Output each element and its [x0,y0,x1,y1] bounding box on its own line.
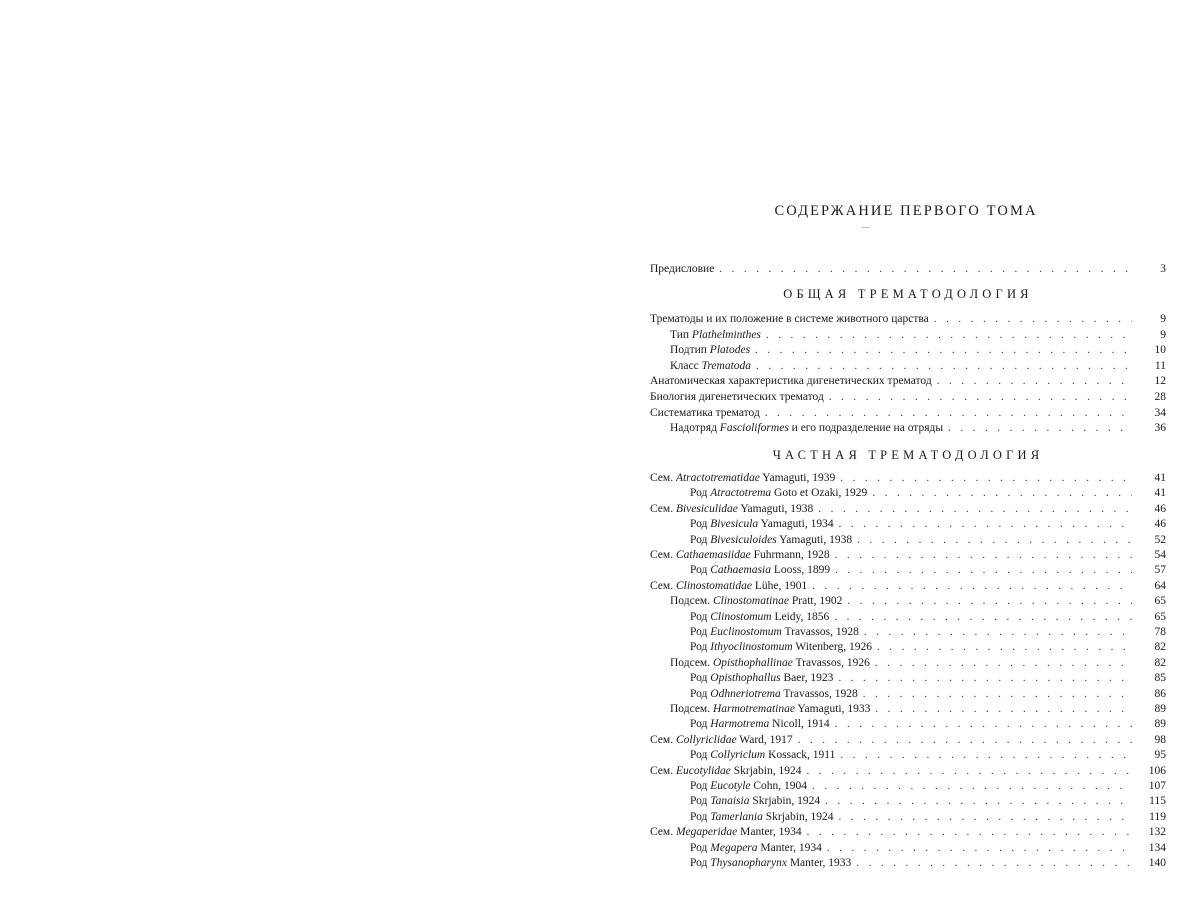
toc-label-suffix: Goto et Ozaki, 1929 [771,487,868,500]
toc-entry [690,794,1132,809]
toc-label-prefix: Класс [670,359,702,372]
toc-label [650,579,812,594]
toc-page-number: 119 [1149,810,1166,823]
dot-leader [840,471,1132,486]
toc-entry [650,374,1132,389]
toc-row [0,717,1166,732]
toc-label [670,421,948,436]
taxon-name: Ithyoclinostomum [710,641,793,654]
toc-page-number: 46 [1154,518,1166,531]
toc-label [690,841,827,856]
dot-leader [934,312,1132,327]
toc-label-prefix: Надотряд [670,422,720,435]
dot-leader [863,687,1132,702]
toc-row [0,312,1166,327]
taxon-name: Bivesiculoides [710,533,777,546]
toc-row [0,794,1166,809]
dot-leader [838,671,1132,686]
dot-leader [847,594,1132,609]
taxon-name: Euclinostomum [710,626,782,638]
toc-label-suffix: Pratt, 1902 [788,595,843,608]
taxon-name: Collyriclum [710,749,766,762]
dot-leader [812,779,1132,794]
toc-label [650,548,835,563]
toc-label [690,517,839,532]
toc-entry [650,502,1132,517]
toc-label-prefix: Род [690,533,711,546]
toc-label-prefix: Подсем. [670,595,713,608]
toc-label-prefix: Подсем. [670,656,713,669]
toc-label-prefix: Род [690,672,711,685]
toc-label-suffix: Travassos, 1926 [792,656,870,669]
toc-label [650,764,807,779]
toc-page-number: 10 [1154,344,1166,357]
toc-page-number: 57 [1154,564,1166,577]
toc-page-number: 140 [1148,857,1166,869]
toc-label-suffix: Manter, 1933 [786,857,852,869]
toc-entry [670,656,1132,671]
toc-label-suffix: Lühe, 1901 [751,579,808,592]
toc-label-suffix: Skrjabin, 1924 [730,764,802,777]
toc-row [0,841,1166,856]
toc-row [0,594,1166,609]
toc-label [670,359,756,374]
dot-leader [765,406,1132,421]
dot-leader [807,764,1133,779]
taxon-name: Tamerlania [710,810,763,823]
toc-row [0,610,1166,625]
toc-row [0,687,1166,702]
toc-label [690,856,856,871]
toc-row [0,779,1166,794]
toc-entry [690,671,1132,686]
toc-entry [690,625,1132,640]
dot-leader [835,563,1132,578]
taxon-name: Opisthophallus [710,672,781,685]
toc-label [690,625,864,640]
toc-row [0,390,1166,405]
toc-entry [690,717,1132,732]
toc-label-suffix: Yamaguti, 1934 [758,518,834,531]
toc-entry [670,421,1132,436]
taxon-name: Bivesiculidae [675,502,738,515]
toc-entry [690,486,1132,501]
taxon-name: Trematoda [701,359,752,372]
dot-leader [807,825,1132,840]
toc-label-prefix: Анатомическая характеристика дигенетических трематод [650,375,932,388]
toc-page-number: 9 [1160,313,1166,325]
dot-leader [755,343,1132,358]
toc-label-prefix: Род [690,518,711,531]
taxon-name: Megaperidae [675,826,738,839]
toc-row [0,502,1166,517]
taxon-name: Eucotyle [710,780,751,792]
toc-label-prefix: Систематика трематод [650,406,760,419]
toc-label [650,733,798,748]
dot-leader [818,502,1132,517]
toc-page-number: 89 [1154,718,1166,731]
toc-label [690,640,877,655]
toc-label-suffix: Nicoll, 1914 [769,718,830,731]
taxon-name: Cathaemasiidae [675,549,751,561]
toc-page-number: 85 [1154,672,1166,685]
toc-label [650,502,818,517]
toc-entry [690,610,1132,625]
dot-leader [839,810,1133,825]
toc-entry [690,841,1132,856]
toc-label-suffix: Leidy, 1856 [771,610,830,623]
toc-page-number: 9 [1160,328,1166,341]
toc-entry [650,312,1132,327]
toc-row [0,421,1166,436]
toc-label-suffix: Yamaguti, 1938 [737,502,814,515]
toc-label-prefix: Род [690,626,711,638]
title-divider [862,227,870,228]
toc-label [690,687,863,702]
toc-row [0,533,1166,548]
dot-leader [756,359,1132,374]
toc-label: Предисловие [650,263,715,275]
toc-label-prefix: Род [690,749,711,762]
toc-row [0,764,1166,779]
toc-entry [670,594,1132,609]
toc-label-suffix: Manter, 1934 [757,841,822,854]
toc-label-prefix: Подтип [670,344,710,357]
toc-page-number: 86 [1154,687,1166,700]
toc-label-suffix: и его подразделение на отряды [788,422,944,435]
toc-label [690,563,835,578]
toc-label-suffix: Baer, 1923 [780,672,834,685]
taxon-name: Megapera [710,841,758,854]
toc-label-suffix: Travassos, 1928 [781,626,859,638]
dot-leader [875,702,1132,717]
toc-page-number: 3 [1160,263,1166,275]
dot-leader [840,748,1132,763]
toc-page-number: 46 [1154,502,1166,515]
toc-label-prefix: Сем. [650,764,676,777]
toc-label-prefix: Род [690,857,711,869]
taxon-name: Harmotrema [710,718,770,731]
toc-page-number: 54 [1154,549,1166,561]
toc-label-prefix: Род [690,687,711,700]
toc-row [0,343,1166,358]
dot-leader [719,262,1132,277]
taxon-name: Clinostomum [710,610,772,623]
toc-entry [650,471,1132,486]
toc-label-prefix: Род [690,810,711,823]
toc-row [0,810,1166,825]
toc-entry [690,687,1132,702]
toc-label-suffix: Cohn, 1904 [750,780,808,792]
toc-row [0,406,1166,421]
toc-entry [690,533,1132,548]
toc-label [650,825,807,840]
toc-entry [690,779,1132,794]
toc-label-suffix: Ward, 1917 [736,733,793,746]
dot-leader [766,328,1132,343]
toc-label-suffix: Looss, 1899 [770,564,831,577]
toc-label-prefix: Сем. [650,826,676,839]
taxon-name: Eucotylidae [675,764,731,777]
toc-label-suffix: Witenberg, 1926 [792,641,872,654]
toc-label-prefix: Сем. [650,502,676,515]
dot-leader [829,390,1132,405]
toc-row [0,579,1166,594]
taxon-name: Fascioliformes [719,422,789,435]
toc-page-number: 52 [1154,533,1166,546]
toc-page-number: 95 [1154,749,1166,762]
toc-row [0,733,1166,748]
toc-page-number: 65 [1154,610,1166,623]
toc-label [690,794,825,809]
toc-row [0,748,1166,763]
toc-label [690,533,857,548]
toc-row [0,486,1166,501]
toc-page-number: 64 [1154,579,1166,592]
toc-entry [650,262,1132,277]
taxon-name: Thysanopharynx [710,857,787,869]
toc-label [690,486,872,501]
taxon-name: Harmotrematinae [712,703,795,715]
toc-label-prefix: Род [690,487,711,500]
toc-entry [670,359,1132,374]
toc-label [650,406,765,421]
toc-page-number: 89 [1154,703,1166,715]
toc-row [0,671,1166,686]
toc-label-suffix: Manter, 1934 [737,826,802,839]
dot-leader [835,717,1132,732]
dot-leader [835,548,1132,563]
toc-page-number: 12 [1154,375,1166,388]
dot-leader [948,421,1132,436]
toc-label-suffix: Travassos, 1928 [780,687,858,700]
taxon-name: Odhneriotrema [710,687,781,700]
toc-page-number: 134 [1148,841,1166,854]
toc-label-prefix: Сем. [650,733,676,746]
toc-label-prefix: Род [690,641,711,654]
toc-label-prefix: Род [690,564,711,577]
toc-label-prefix: Род [690,795,711,808]
toc-entry [690,810,1132,825]
taxon-name: Cathaemasia [710,564,771,577]
toc-page-number: 28 [1154,391,1166,403]
toc-page-number: 115 [1149,795,1166,808]
toc-row [0,625,1166,640]
toc-page-number: 36 [1154,422,1166,435]
toc-label-prefix: Род [690,610,711,623]
toc-label-prefix: Род [690,841,711,854]
dot-leader [877,640,1132,655]
toc-label-prefix: Род [690,718,711,731]
toc-label-suffix: Yamaguti, 1939 [759,472,836,484]
toc-label-suffix: Skrjabin, 1924 [749,795,821,808]
toc-label-suffix: Yamaguti, 1938 [776,533,853,546]
taxon-name: Collyriclidae [675,733,737,746]
dot-leader [937,374,1132,389]
toc-label [670,656,875,671]
toc-row [0,563,1166,578]
dot-leader [798,733,1132,748]
toc-row [0,359,1166,374]
toc-label-suffix: Fuhrmann, 1928 [750,549,830,561]
dot-leader [827,841,1132,856]
toc-page-number: 82 [1154,641,1166,654]
toc-entry [690,640,1132,655]
toc-entry [650,390,1132,405]
toc-label [690,671,838,686]
toc-entry [670,343,1132,358]
toc-label-prefix: Биология дигенетических трематод [650,391,824,403]
toc-label-prefix: Тип [670,328,692,341]
taxon-name: Plathelminthes [691,328,761,341]
toc-label-prefix: Сем. [650,472,676,484]
taxon-name: Clinostomatidae [675,579,752,592]
toc-page-number: 98 [1154,733,1166,746]
toc-entry [650,825,1132,840]
taxon-name: Atractotrema [710,487,772,500]
toc-entry [650,764,1132,779]
toc-label-prefix: Сем. [650,579,676,592]
toc-page-number: 11 [1154,359,1166,372]
toc-entry [690,748,1132,763]
taxon-name: Atractotrematidae [675,472,760,484]
toc-row [0,856,1166,871]
toc-label [690,748,840,763]
toc-entry [670,702,1132,717]
toc-row [0,471,1166,486]
toc-page-number: 41 [1154,472,1166,484]
toc-label [650,390,829,405]
toc-entry [690,856,1132,871]
toc-page-number: 65 [1154,595,1166,608]
toc-label [690,717,835,732]
toc-label [670,702,875,717]
toc-label [670,328,766,343]
toc-label [650,312,934,327]
toc-label-prefix: Подсем. [670,703,713,715]
toc-label [670,594,847,609]
taxon-name: Opisthophallinae [712,656,793,669]
toc-label [690,779,812,794]
toc-row [0,656,1166,671]
toc-label [650,471,840,486]
dot-leader [872,486,1132,501]
toc-label-prefix: Сем. [650,549,676,561]
toc-row [0,825,1166,840]
taxon-name: Platodes [709,344,751,357]
toc-entry [690,517,1132,532]
toc-row [0,328,1166,343]
toc-label-suffix: Skrjabin, 1924 [762,810,834,823]
toc-page-number: 107 [1148,780,1166,792]
section-heading-general: ОБЩАЯ ТРЕМАТОДОЛОГИЯ [783,287,1033,301]
toc-entry [650,406,1132,421]
toc-row [0,640,1166,655]
taxon-name: Bivesicula [710,518,759,531]
dot-leader [875,656,1132,671]
page-title: СОДЕРЖАНИЕ ПЕРВОГО ТОМА [774,203,1038,219]
toc-entry [670,328,1132,343]
dot-leader [864,625,1132,640]
dot-leader [856,856,1132,871]
taxon-name: Tanaisia [710,795,750,808]
dot-leader [839,517,1132,532]
taxon-name: Clinostomatinae [712,595,789,608]
toc-label [650,374,937,389]
toc-row [0,374,1166,389]
toc-label-prefix: Трематоды и их положение в системе животного царства [650,313,929,325]
toc-page-number: 41 [1154,487,1166,500]
toc-label-suffix: Yamaguti, 1933 [794,703,871,715]
toc-page-number: 34 [1154,406,1166,419]
toc-label-suffix: Kossack, 1911 [765,749,836,762]
toc-entry [650,733,1132,748]
toc-page-number: 132 [1148,826,1166,839]
toc-row [0,548,1166,563]
toc-label [690,610,834,625]
toc-row [0,702,1166,717]
toc-label [670,343,755,358]
toc-label [690,810,839,825]
dot-leader [812,579,1132,594]
toc-row [0,517,1166,532]
toc-entry [650,548,1132,563]
section-heading-special: ЧАСТНАЯ ТРЕМАТОДОЛОГИЯ [772,448,1044,462]
dot-leader [825,794,1132,809]
toc-entry [690,563,1132,578]
toc-entry [650,579,1132,594]
toc-page-number: 78 [1154,626,1166,638]
toc-page-number: 106 [1148,764,1166,777]
toc-label-prefix: Род [690,780,711,792]
dot-leader [857,533,1132,548]
toc-page-number: 82 [1154,656,1166,669]
dot-leader [834,610,1132,625]
toc-row-preface [0,262,1166,277]
